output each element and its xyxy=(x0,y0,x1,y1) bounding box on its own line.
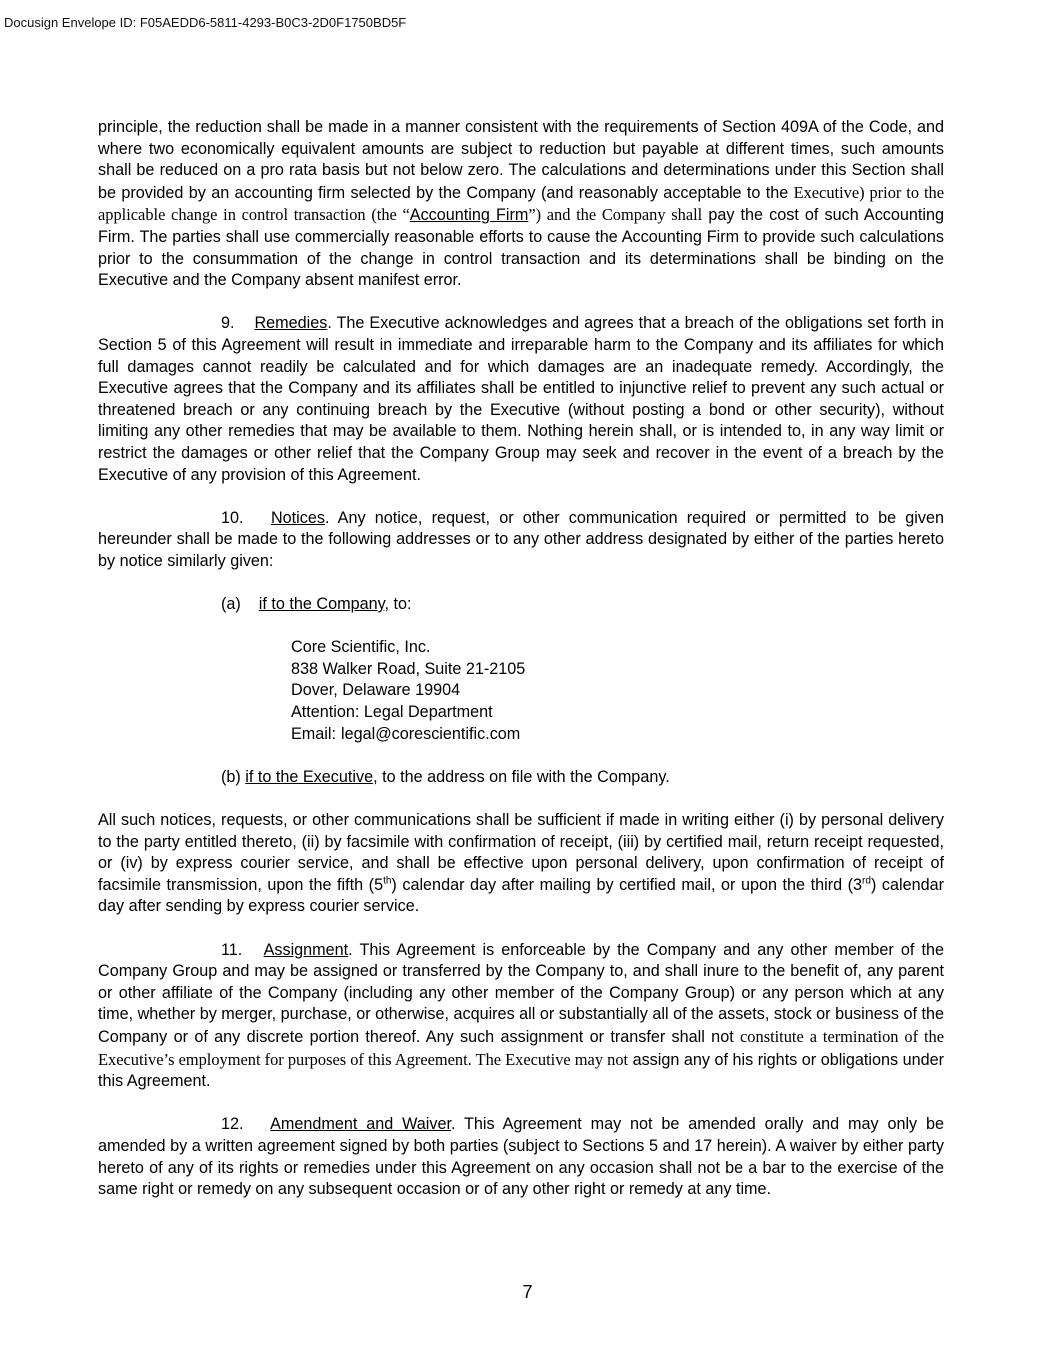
section-9-remedies xyxy=(98,313,944,486)
para-cont-text-4: pay the cost of such Accounting Firm. The parties shall use commercially reasonable efforts to cause the Accounting Firm to provide such calculations prior to the consummation of the change in control transaction and its determinations shall be binding on the Executive and the Company absent manifest error. xyxy=(98,206,944,290)
sub-label: (a) xyxy=(221,595,241,614)
sub-heading: if to the Company xyxy=(258,595,385,614)
notice-recipient-executive xyxy=(221,767,944,789)
superscript-rd: rd xyxy=(862,875,871,887)
sub-text: , to: xyxy=(384,595,412,614)
address-email-line xyxy=(291,724,944,746)
delivery-text-1: All such notices, requests, or other communications shall be sufficient if made in writing either (i) by personal delivery to the party entitled thereto, (ii) by facsimile with confirmation of receipt, (iii) by certified mail, return receipt requested, or (iv) by express courier service, and shall be effective upon personal delivery, upon confirmation of receipt of facsimile transmission, upon the fifth (5 xyxy=(98,811,944,894)
section-heading: Remedies xyxy=(254,314,328,333)
delivery-text-2: ) calendar day after mailing by certified mail, or upon the third (3 xyxy=(391,875,863,894)
section-heading: Notices xyxy=(270,508,325,527)
section-number: 11. xyxy=(221,940,243,959)
section-text-3: assign any of his rights or obligations under this Agreement. xyxy=(98,1050,944,1091)
address-attention: Attention: Legal Department xyxy=(291,703,493,722)
section-heading: Amendment and Waiver xyxy=(270,1115,451,1134)
email-label: Email: xyxy=(291,724,336,743)
email-value: legal@corescientific.com xyxy=(341,724,521,743)
superscript-th: th xyxy=(383,875,392,887)
notice-delivery-paragraph xyxy=(98,810,944,918)
section-text-2: constitute a termination of the Executive’s employment for purposes of this Agreement. The Executive may not xyxy=(98,1026,944,1069)
section-text: . This Agreement may not be amended orally and may only be amended by a written agreement signed by both parties (subject to Sections 5 and 17 herein). A waiver by either party hereto of any of its rights or remedies under this Agreement on any occasion shall not be a bar to the exercise of the same right or remedy on any subsequent occasion or of any other right or remedy at any time. xyxy=(98,1115,945,1199)
sub-text: , to the address on file with the Company. xyxy=(373,767,670,786)
sub-label: (b) xyxy=(221,767,241,786)
address-company-name: Core Scientific, Inc. xyxy=(291,638,431,657)
page-number: 7 xyxy=(522,1282,533,1302)
section-number: 10. xyxy=(221,508,244,527)
address-street: 838 Walker Road, Suite 21-2105 xyxy=(291,659,526,678)
section-text: . The Executive acknowledges and agrees that a breach of the obligations set forth in Section 5 of this Agreement will result in immediate and irreparable harm to the Company and its affiliates for which full damages cannot readily be calculated and for which damages are an inadequate remedy. Accordingly, the Executive agrees that the Company and its affiliates shall be entitled to injunctive relief to prevent any such actual or threatened breach or any continuing breach by the Executive (without posting a bond or other security), without limiting any other remedies that may be available to them. Nothing herein shall, or is intended to, in any way limit or restrict the damages or other relief that the Company Group may seek and recover in the event of a breach by the Executive of any provision of this Agreement. xyxy=(98,314,944,484)
paragraph-continued xyxy=(98,117,944,292)
section-text-1: . This Agreement is enforceable by the Company and any other member of the Company Group and may be assigned or transferred by the Company to, and shall inure to the benefit of, any parent or other affiliate of the Company (including any other member of the Company Group) or any person which at any time, whether by merger, purchase, or otherwise, acquires all or substantially all of the assets, stock or business of the Company or of any discrete portion thereof. Any such assignment or transfer shall not xyxy=(98,940,944,1046)
document-body xyxy=(98,117,944,1201)
para-cont-text-3: ”) and the Company shall xyxy=(528,205,703,225)
section-number: 12. xyxy=(221,1115,244,1134)
section-11-assignment xyxy=(98,940,944,1093)
company-address-block xyxy=(291,637,944,745)
defined-term-accounting-firm: Accounting Firm xyxy=(409,206,529,225)
para-cont-text-1: principle, the reduction shall be made in a manner consistent with the requirements of Section 409A of the Code, and where two economically equivalent amounts are subject to reduction but payable at different times, such amounts shall be reduced on a pro rata basis but not below zero. The calculations and determinations under this Section shall be provided by an accounting firm selected by the Company (and reasonably acceptable to the xyxy=(98,118,944,202)
delivery-text-3: ) calendar day after sending by express courier service. xyxy=(98,875,944,916)
section-10-notices xyxy=(98,508,944,573)
section-number: 9. xyxy=(221,314,235,333)
section-heading: Assignment xyxy=(263,940,349,959)
address-city-state-zip: Dover, Delaware 19904 xyxy=(291,681,461,700)
sub-heading: if to the Executive xyxy=(245,767,374,786)
section-text: . Any notice, request, or other communication required or permitted to be given hereunder shall be made to the following addresses or to any other address designated by either of the parties hereto by notice similarly given: xyxy=(98,508,944,570)
notice-recipient-company xyxy=(221,594,944,616)
section-12-amendment-waiver xyxy=(98,1114,944,1200)
para-cont-text-2: Executive) prior to the applicable change in control transaction (the “ xyxy=(98,182,944,225)
docusign-envelope-id: Docusign Envelope ID: F05AEDD6-5811-4293-B0C3-2D0F1750BD5F xyxy=(4,15,407,30)
